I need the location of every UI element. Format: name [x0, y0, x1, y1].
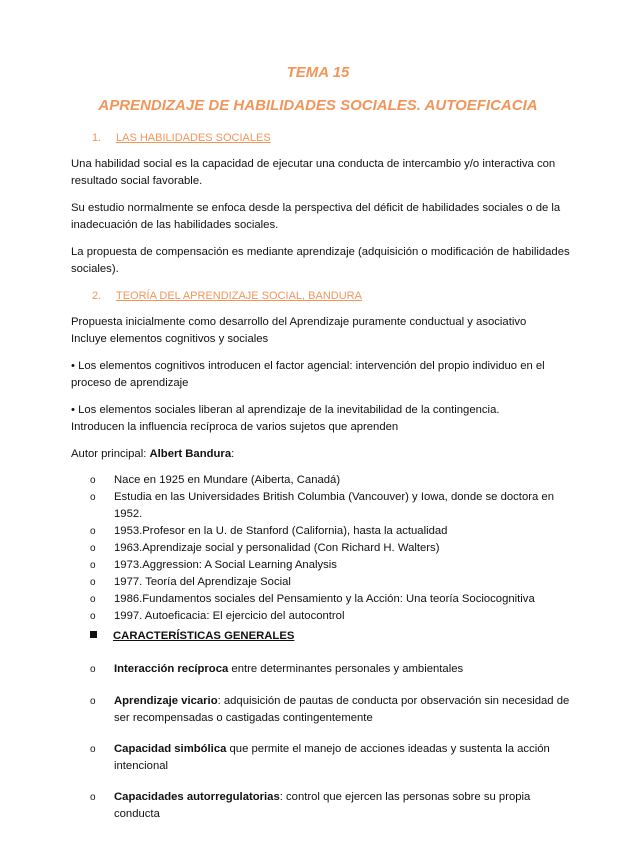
section-number: 1. — [92, 132, 102, 144]
characteristic-item — [0, 789, 636, 823]
characteristic-item — [0, 693, 636, 727]
circle-bullet-icon: o — [90, 475, 96, 486]
characteristics-heading-label: CARACTERÍSTICAS GENERALES — [113, 630, 295, 642]
circle-bullet-icon: o — [90, 577, 96, 588]
proposal-line-2: Incluye elementos cognitivos y sociales — [71, 333, 269, 345]
circle-bullet-icon: o — [90, 611, 96, 622]
characteristics-heading — [90, 628, 294, 645]
characteristic-term: Capacidades autorregulatorias — [114, 791, 280, 803]
proposal-line-1: Propuesta inicialmente como desarrollo del Aprendizaje puramente conductual y asociativo — [71, 316, 527, 328]
characteristic-term: Capacidad simbólica — [114, 743, 227, 755]
paragraph-proposal — [71, 314, 576, 348]
characteristic-term: Aprendizaje vicario — [114, 695, 218, 707]
author-suffix: : — [231, 448, 235, 460]
list-item: o Estudia en las Universidades British Columbia (Vancouver) y Iowa, donde se doctora en 1952. — [90, 491, 554, 520]
characteristic-description: : adquisición de pautas de conducta por observación sin necesidad de ser recompensadas o castigadas contingentemente — [114, 695, 570, 724]
list-item: o 1986.Fundamentos sociales del Pensamiento y la Acción: Una teoría Sociocognitiva — [0, 591, 574, 608]
circle-bullet-icon: o — [90, 543, 96, 554]
topic-number-title: TEMA 15 — [286, 64, 350, 81]
section-heading-1 — [92, 131, 271, 145]
list-item: o 1997. Autoeficacia: El ejercicio del autocontrol — [0, 608, 574, 625]
section-title: TEORÍA DEL APRENDIZAJE SOCIAL, BANDURA — [116, 290, 362, 302]
social-elements-line-1: • Los elementos sociales liberan al aprendizaje de la inevitabilidad de la contingencia. — [71, 404, 500, 416]
bandura-biography-list — [0, 472, 636, 625]
characteristic-description: que permite el manejo de acciones ideadas y sustenta la acción intencional — [114, 743, 550, 772]
characteristic-description: entre determinantes personales y ambientales — [228, 663, 464, 675]
paragraph-study-focus: Su estudio normalmente se enfoca desde la perspectiva del déficit de habilidades sociales o de la inadecuación de las habilidades sociales. — [71, 202, 561, 231]
characteristic-item — [0, 661, 636, 678]
characteristic-item — [0, 741, 636, 775]
list-item: o 1977. Teoría del Aprendizaje Social — [0, 574, 574, 591]
circle-bullet-icon: o — [90, 594, 96, 605]
circle-bullet-icon: o — [90, 526, 96, 537]
list-item: o 1953.Profesor en la U. de Stanford (California), hasta la actualidad — [0, 523, 574, 540]
paragraph-author — [71, 446, 576, 463]
list-item: o 1963.Aprendizaje social y personalidad (Con Richard H. Walters) — [0, 540, 574, 557]
section-heading-2 — [92, 289, 362, 303]
circle-bullet-icon: o — [90, 696, 96, 707]
paragraph-definition: Una habilidad social es la capacidad de ejecutar una conducta de intercambio y/o interactiva con resultado social favorable. — [71, 158, 556, 187]
topic-main-title: APRENDIZAJE DE HABILIDADES SOCIALES. AUTOEFICACIA — [98, 97, 538, 114]
circle-bullet-icon: o — [90, 664, 96, 675]
characteristic-description: : control que ejercen las personas sobre su propia conducta — [114, 791, 531, 820]
list-item: o 1973.Aggression: A Social Learning Analysis — [0, 557, 574, 574]
section-number: 2. — [92, 290, 102, 302]
circle-bullet-icon: o — [90, 792, 96, 803]
paragraph-social-elements — [71, 402, 576, 436]
list-item: o Nace en 1925 en Mundare (Aiberta, Canadá) — [0, 472, 574, 489]
author-label: Autor principal: — [71, 448, 150, 460]
circle-bullet-icon: o — [90, 492, 96, 503]
paragraph-compensation: La propuesta de compensación es mediante aprendizaje (adquisición o modificación de habilidades sociales). — [71, 246, 570, 275]
paragraph-cognitive-elements: • Los elementos cognitivos introducen el factor agencial: intervención del propio individuo en el proceso de aprendizaje — [71, 360, 545, 389]
circle-bullet-icon: o — [90, 560, 96, 571]
author-name: Albert Bandura — [149, 448, 232, 460]
circle-bullet-icon: o — [90, 744, 96, 755]
square-bullet-icon — [90, 631, 97, 638]
characteristic-term: Interacción recíproca — [114, 663, 229, 675]
social-elements-line-2: Introducen la influencia recíproca de varios sujetos que aprenden — [71, 421, 399, 433]
section-title: LAS HABILIDADES SOCIALES — [116, 132, 271, 144]
